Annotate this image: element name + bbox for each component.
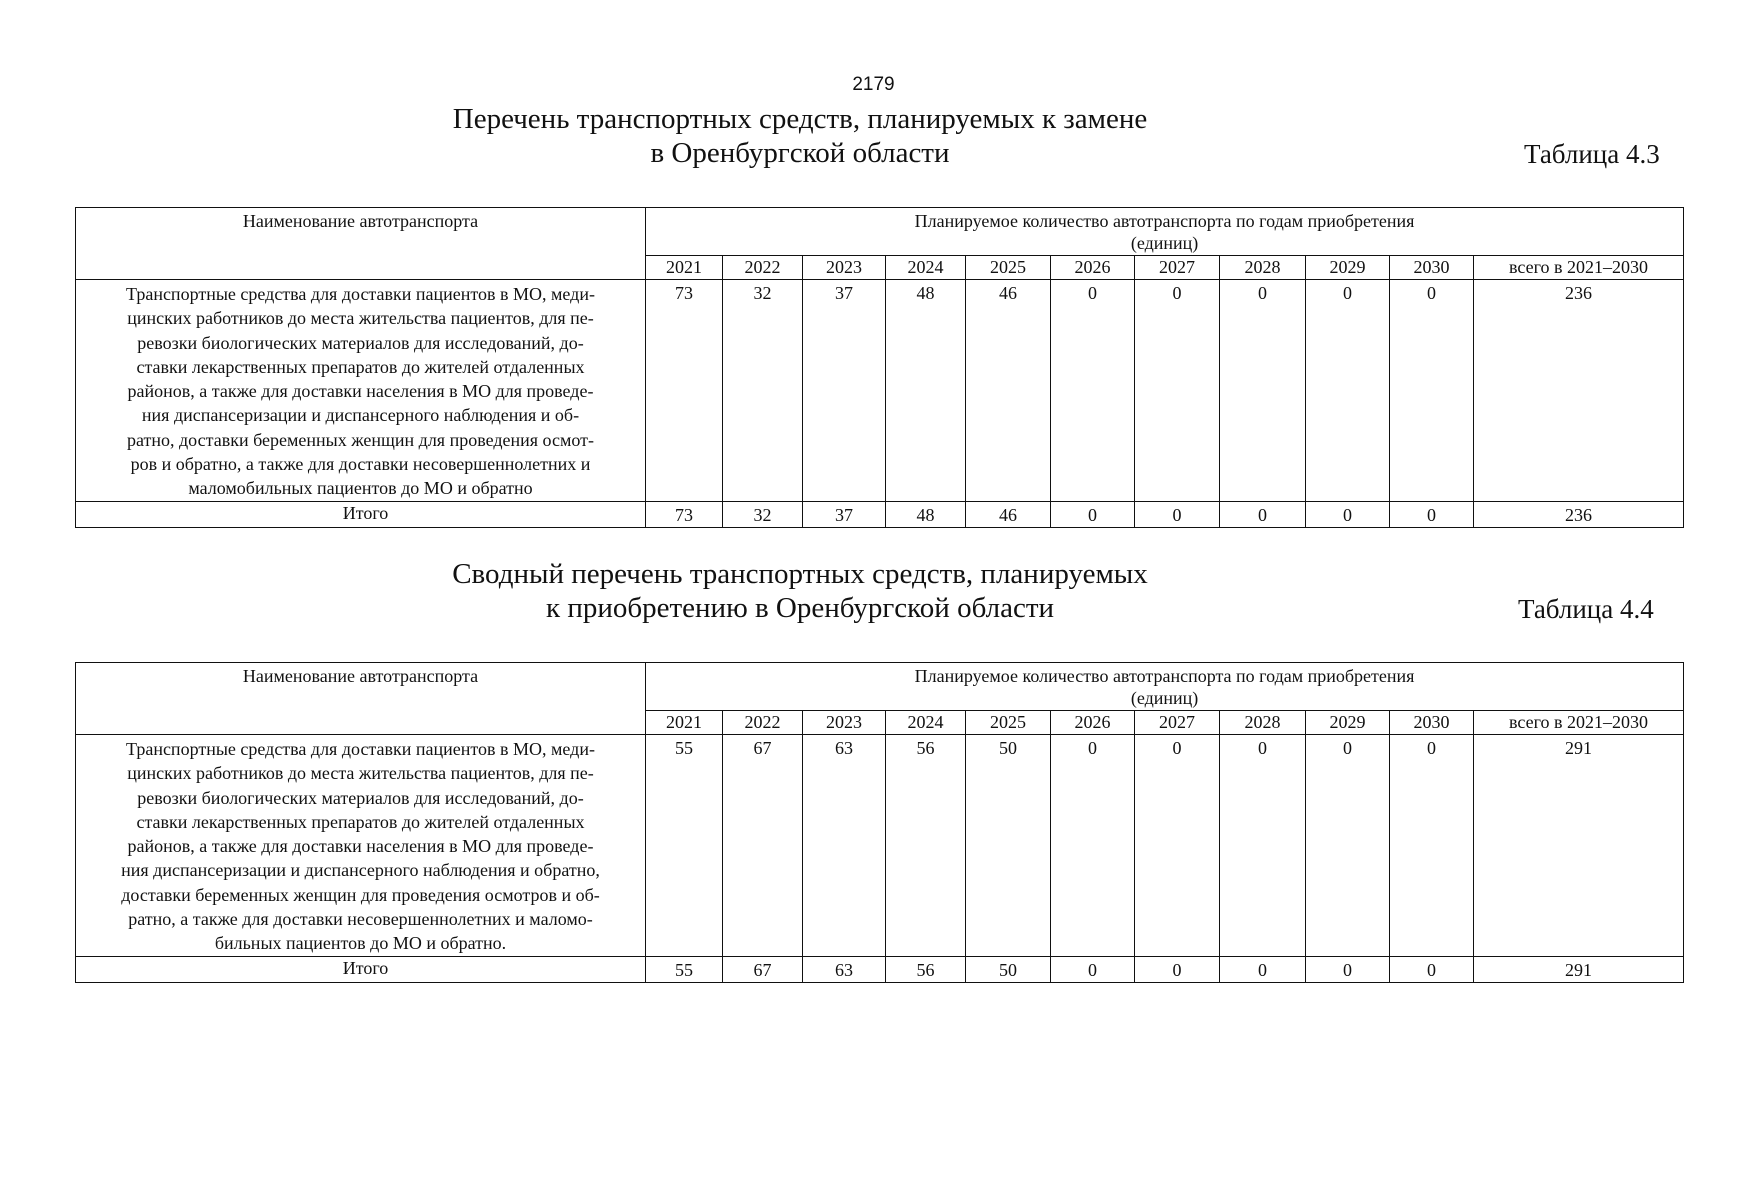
row-description-line: цинских работников до места жительства пациентов, для пе-	[127, 308, 594, 329]
total-label: Итого	[76, 956, 646, 982]
column-header-group-line2: (единиц)	[1130, 233, 1199, 253]
column-header-year: 2028	[1220, 256, 1306, 280]
table-43-title	[0, 102, 1600, 170]
column-header-year: 2025	[966, 256, 1051, 280]
table-44-title-line2: к приобретению в Оренбургской области	[545, 592, 1055, 624]
column-header-year: 2025	[966, 711, 1051, 735]
column-header-year: 2022	[723, 256, 803, 280]
total-value: 0	[1051, 501, 1135, 527]
row-value: 0	[1390, 280, 1474, 502]
column-header-year: 2026	[1051, 256, 1135, 280]
column-header-year: 2024	[886, 256, 966, 280]
total-value: 37	[803, 501, 886, 527]
row-description	[76, 735, 646, 957]
row-description-line: бильных пациентов до МО и обратно.	[214, 933, 507, 954]
total-value: 63	[803, 956, 886, 982]
total-value: 0	[1051, 956, 1135, 982]
column-header-year: 2030	[1390, 711, 1474, 735]
total-value: 46	[966, 501, 1051, 527]
column-header-year: 2028	[1220, 711, 1306, 735]
total-value: 0	[1135, 501, 1220, 527]
total-value: 0	[1306, 501, 1390, 527]
table-44-title	[0, 557, 1600, 625]
total-value: 50	[966, 956, 1051, 982]
column-header-group-line2: (единиц)	[1130, 688, 1199, 708]
row-description-line: районов, а также для доставки населения в МО для проведе-	[127, 381, 594, 402]
row-description	[76, 280, 646, 502]
row-description-line: ревозки биологических материалов для исследований, до-	[137, 787, 584, 808]
total-value: 73	[646, 501, 723, 527]
row-value: 37	[803, 280, 886, 502]
column-header-year: 2026	[1051, 711, 1135, 735]
row-description-line: ния диспансеризации и диспансерного наблюдения и обратно,	[121, 860, 600, 881]
row-description-line: цинских работников до места жительства пациентов, для пе-	[127, 763, 594, 784]
row-description-line: доставки беременных женщин для проведения осмотров и об-	[121, 884, 600, 905]
total-value: 56	[886, 956, 966, 982]
row-value: 67	[723, 735, 803, 957]
row-value: 46	[966, 280, 1051, 502]
column-header-year: 2030	[1390, 256, 1474, 280]
total-value: 55	[646, 956, 723, 982]
row-value: 0	[1135, 280, 1220, 502]
column-header-group	[646, 208, 1684, 256]
column-header-year: 2027	[1135, 256, 1220, 280]
table-43	[75, 207, 1684, 528]
row-description-line: ров и обратно, а также для доставки несовершеннолетних и	[130, 454, 591, 475]
table-44	[75, 662, 1684, 983]
total-value: 0	[1220, 956, 1306, 982]
total-value: 291	[1474, 956, 1684, 982]
column-header-year: 2023	[803, 711, 886, 735]
column-header-group-line1: Планируемое количество автотранспорта по годам приобретения	[914, 666, 1415, 686]
column-header-year: 2021	[646, 711, 723, 735]
table-43-title-line1: Перечень транспортных средств, планируемых к замене	[452, 103, 1148, 135]
page-number: 2179	[852, 74, 895, 95]
column-header-year: всего в 2021–2030	[1474, 256, 1684, 280]
row-description-line: Транспортные средства для доставки пациентов в МО, меди-	[126, 739, 595, 759]
column-header-group	[646, 663, 1684, 711]
table-44-title-line1: Сводный перечень транспортных средств, планируемых	[452, 558, 1148, 590]
column-header-name: Наименование автотранспорта	[76, 663, 646, 735]
total-value: 0	[1135, 956, 1220, 982]
column-header-year: 2021	[646, 256, 723, 280]
row-value: 50	[966, 735, 1051, 957]
row-value: 48	[886, 280, 966, 502]
column-header-year: 2027	[1135, 711, 1220, 735]
total-value: 236	[1474, 501, 1684, 527]
row-value: 0	[1390, 735, 1474, 957]
row-description-line: Транспортные средства для доставки пациентов в МО, меди-	[126, 284, 595, 304]
total-value: 67	[723, 956, 803, 982]
row-value: 0	[1220, 280, 1306, 502]
table-43-label: Таблица 4.3	[1524, 139, 1660, 169]
row-description-line: ратно, а также для доставки несовершеннолетних и маломо-	[128, 909, 593, 930]
row-value: 0	[1135, 735, 1220, 957]
table-43-title-line2: в Оренбургской области	[650, 137, 950, 169]
total-value: 0	[1390, 501, 1474, 527]
total-value: 48	[886, 501, 966, 527]
column-header-year: 2029	[1306, 256, 1390, 280]
row-description-line: районов, а также для доставки населения в МО для проведе-	[127, 836, 594, 857]
row-description-line: ратно, доставки беременных женщин для проведения осмот-	[127, 429, 594, 450]
row-value: 63	[803, 735, 886, 957]
column-header-year: 2029	[1306, 711, 1390, 735]
column-header-year: всего в 2021–2030	[1474, 711, 1684, 735]
row-value: 0	[1306, 280, 1390, 502]
row-value: 236	[1474, 280, 1684, 502]
row-description-line: ревозки биологических материалов для исследований, до-	[137, 332, 584, 353]
total-value: 0	[1220, 501, 1306, 527]
row-value: 0	[1051, 735, 1135, 957]
row-description-line: ставки лекарственных препаратов до жителей отдаленных	[136, 356, 585, 377]
column-header-year: 2024	[886, 711, 966, 735]
row-value: 32	[723, 280, 803, 502]
row-value: 0	[1220, 735, 1306, 957]
column-header-name: Наименование автотранспорта	[76, 208, 646, 280]
total-label: Итого	[76, 501, 646, 527]
row-value: 73	[646, 280, 723, 502]
row-description-line: ния диспансеризации и диспансерного наблюдения и об-	[141, 405, 580, 426]
row-value: 0	[1051, 280, 1135, 502]
row-value: 56	[886, 735, 966, 957]
row-value: 0	[1306, 735, 1390, 957]
row-value: 55	[646, 735, 723, 957]
row-value: 291	[1474, 735, 1684, 957]
column-header-year: 2023	[803, 256, 886, 280]
column-header-group-line1: Планируемое количество автотранспорта по годам приобретения	[914, 211, 1415, 231]
total-value: 32	[723, 501, 803, 527]
total-value: 0	[1390, 956, 1474, 982]
table-44-label: Таблица 4.4	[1518, 594, 1654, 624]
row-description-line: маломобильных пациентов до МО и обратно	[188, 478, 533, 499]
total-value: 0	[1306, 956, 1390, 982]
column-header-year: 2022	[723, 711, 803, 735]
row-description-line: ставки лекарственных препаратов до жителей отдаленных	[136, 811, 585, 832]
